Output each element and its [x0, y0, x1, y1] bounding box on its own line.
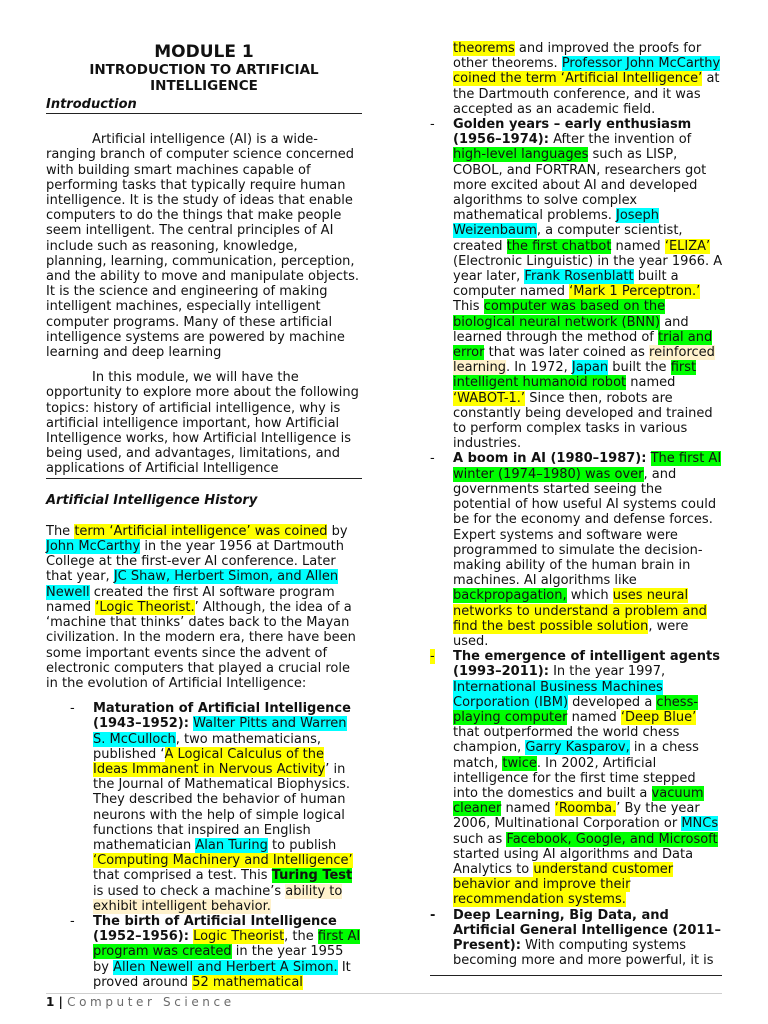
highlighted-text: ‘Deep Blue’: [620, 709, 697, 725]
highlighted-text: twice: [502, 755, 537, 771]
page-footer: [46, 995, 235, 1009]
highlighted-text: Turing Test: [271, 868, 353, 884]
highlighted-text: ‘Logic Theorist.: [95, 599, 195, 615]
highlighted-text: ability to exhibit intelligent behavior.: [93, 883, 343, 914]
text-run: in a chess match,: [453, 740, 699, 771]
bullet-dash: -: [70, 913, 75, 929]
highlighted-text: International Business Machines Corporation (IBM): [453, 679, 663, 710]
text-run: It proved around: [93, 959, 351, 990]
text-run: that outperformed the world chess champion,: [453, 725, 680, 756]
history-paragraph: [46, 524, 362, 691]
bullet-dash: -: [430, 649, 435, 665]
history-events-left: [46, 701, 362, 990]
text-run: in the year 1956 at Dartmouth College at the first-ever AI conference. Later that year,: [46, 539, 344, 585]
history-heading: Artificial Intelligence History: [46, 492, 258, 508]
bullet-dash: -: [70, 701, 75, 717]
highlighted-text: theorems: [453, 41, 515, 56]
text-run: that comprised a test. This: [93, 868, 272, 884]
highlighted-text: first intelligent humanoid robot: [453, 360, 697, 391]
highlighted-text: coined the term ‘Artificial Intelligence’: [453, 71, 703, 87]
text-run: Deep Learning, Big Data, and Artificial General Intelligence (2011–Present):: [453, 907, 721, 953]
history-event-item: [430, 451, 724, 649]
highlighted-text: JC Shaw, Herbert Simon, and Allen Newell: [46, 569, 339, 600]
text-run: Golden years – early enthusiasm (1956–1974):: [453, 117, 692, 148]
right-column: [430, 41, 724, 968]
intro-paragraph-1: Artificial intelligence (AI) is a wide-ranging branch of computer science concerned with building smart machines capable of performing tasks that typically require human intelligence. It is the study of ideas that enable computers to do the things that make people seem intelligent. The central principles of AI include such as reasoning, knowledge, planning, learning, communication, perception, and the ability to move and manipulate objects. It is the science and engineering of making intelligent machines, especially intelligent computer programs. Many of these artificial intelligence systems are powered by machine learning and deep learning: [46, 132, 359, 361]
text-run: Since then, robots are constantly being developed and trained to perform complex tasks in various industries.: [453, 390, 713, 452]
highlighted-text: backpropagation,: [453, 588, 567, 604]
highlighted-text: ‘Mark 1 Perceptron.’: [569, 284, 701, 300]
text-run: , a computer scientist, created: [453, 223, 683, 254]
text-run: The: [46, 523, 75, 539]
text-run: , two mathematicians, published ‘: [93, 731, 322, 762]
text-run: ’ in the Journal of Mathematical Biophysics. They described the behavior of human neurons with the help of simple logical functions that inspired an English mathematician: [93, 761, 351, 853]
bullet-dash: -: [430, 907, 436, 923]
text-run: , the: [284, 929, 318, 945]
continued-event-text: [430, 41, 724, 117]
footer-separator: |: [54, 995, 68, 1009]
text-run: that was later coined as: [484, 345, 650, 361]
column-end-rule: [430, 975, 722, 976]
text-run: at the Dartmouth conference, and it was accepted as an academic field.: [453, 71, 720, 117]
footer-label: Computer Science: [67, 995, 235, 1009]
intro-paragraph-2: In this module, we will have the opportunity to explore more about the following topics: history of artificial intelligence, why is artificial intelligence important, how Artificial Intelligence works, how Artificial Intelligence is being used, and advantages, limitations, and applications of Artificial Intelligence: [46, 370, 362, 478]
footer-divider: [46, 993, 722, 994]
text-run: After the invention of: [548, 132, 692, 148]
text-run: developed a: [568, 694, 657, 710]
text-run: such as: [453, 831, 507, 847]
highlighted-text: Walter Pitts and Warren S. McCulloch: [93, 716, 347, 747]
highlighted-text: chess-playing computer: [453, 694, 699, 725]
highlighted-text: Garry Kasparov,: [525, 740, 630, 756]
history-event-item: [46, 914, 362, 990]
text-run: started using AI algorithms and Data Analytics to: [453, 846, 694, 877]
highlighted-text: understand customer behavior and improve their recommendation systems.: [453, 861, 674, 908]
highlighted-text: ‘Roomba.: [554, 801, 617, 817]
text-run: With computing systems becoming more and more powerful, it is: [453, 937, 714, 969]
highlighted-text: the first chatbot: [506, 238, 612, 254]
text-run: built the: [608, 360, 671, 376]
highlighted-text: computer was based on the biological neural network (BNN): [453, 299, 666, 330]
bullet-dash: -: [430, 117, 435, 133]
highlighted-text: MNCs: [681, 816, 719, 832]
text-run: is used to check a machine’s: [93, 883, 286, 899]
introduction-heading: Introduction: [46, 97, 362, 114]
text-run: built a computer named: [453, 269, 679, 300]
highlighted-text: Professor John McCarthy: [561, 56, 721, 72]
page-number: 1: [46, 995, 55, 1009]
highlighted-text: John McCarthy: [46, 539, 141, 555]
text-run: . In 2002, Artificial intelligence for the first time stepped into the domestics and built a: [453, 755, 696, 801]
text-run: such as LISP, COBOL, and FORTRAN, researchers got more excited about AI and developed algorithms to solve complex mathematical problems.: [453, 147, 707, 224]
text-run: , were used.: [453, 618, 689, 649]
text-run: named: [501, 801, 555, 817]
text-run: In the year 1997,: [548, 664, 666, 680]
text-run: , and governments started seeing the potential of how useful AI systems could be for the economy and defense forces. Expert systems and software were programmed to simulate the decision-making ability of the human brain in machines. AI algorithms like: [453, 466, 717, 589]
highlighted-text: Logic Theorist: [193, 929, 285, 945]
text-run: named: [626, 375, 676, 391]
highlighted-text: Japan: [571, 360, 609, 376]
text-run: in the year 1955 by: [93, 944, 344, 975]
text-run: which: [566, 588, 613, 604]
highlighted-text: The first AI winter (1974–1980) was over: [453, 451, 722, 482]
text-run: [646, 451, 650, 466]
highlighted-text: first AI program was created: [93, 929, 361, 960]
highlighted-text: Frank Rosenblatt: [524, 269, 634, 285]
text-run: and learned through the method of: [453, 314, 689, 345]
text-run: ’ Although, the idea of a ‘machine that thinks’ dates back to the Mayan civilization. In the modern era, there have been some important events since the advent of electronic computers that played a crucial role in the evolution of Artificial Intelligence:: [46, 599, 356, 691]
highlighted-text: ‘WABOT-1.’: [453, 390, 526, 406]
module-subtitle: INTRODUCTION TO ARTIFICIAL INTELLIGENCE: [89, 62, 319, 94]
highlighted-text: Facebook, Google, and Microsoft: [506, 831, 718, 847]
text-run: named: [611, 238, 665, 254]
highlighted-text: ‘ELIZA’: [664, 238, 711, 254]
text-run: This: [453, 299, 484, 315]
left-column: [46, 0, 362, 990]
history-event-item: [430, 649, 724, 907]
text-run: ’ By the year 2006, Multinational Corporation or: [453, 801, 700, 832]
history-event-item: [430, 117, 724, 451]
highlighted-text: term ‘Artificial intelligence’ was coined: [74, 523, 328, 539]
text-run: The emergence of intelligent agents (1993–2011):: [453, 649, 720, 680]
highlighted-text: high-level languages: [453, 147, 589, 163]
module-title: MODULE 1: [154, 42, 254, 62]
highlighted-text: Allen Newell and Herbert A Simon.: [113, 959, 338, 975]
text-run: Maturation of Artificial Intelligence (1943–1952):: [93, 701, 351, 732]
highlighted-text: A Logical Calculus of the Ideas Immanent in Nervous Activity: [93, 746, 326, 777]
text-run: and improved the proofs for other theorems.: [453, 41, 702, 72]
text-run: named: [567, 709, 621, 725]
bullet-dash: -: [430, 451, 435, 467]
highlighted-text: Alan Turing: [195, 837, 268, 853]
text-run: by: [327, 523, 348, 539]
history-event-item: [46, 701, 362, 914]
text-run: A boom in AI (1980–1987):: [453, 451, 647, 467]
text-run: created the first AI software program named: [46, 584, 335, 615]
highlighted-text: vacuum cleaner: [453, 785, 704, 817]
highlighted-text: 52 mathematical: [192, 974, 303, 990]
history-events-right: [430, 117, 724, 968]
text-run: The birth of Artificial Intelligence (1952–1956):: [93, 913, 337, 945]
text-run: to publish: [267, 837, 337, 853]
highlighted-text: uses neural networks to understand a problem and find the best possible solution: [453, 588, 707, 634]
text-run: . In 1972,: [506, 360, 572, 376]
highlighted-text: reinforced learning: [453, 345, 715, 376]
highlighted-text: trial and error: [453, 329, 713, 361]
highlighted-text: ‘Computing Machinery and Intelligence’: [93, 853, 353, 869]
highlighted-text: Joseph Weizenbaum: [453, 208, 660, 239]
history-event-item: [430, 908, 724, 969]
text-run: (Electronic Linguistic) in the year 1966. A year later,: [453, 253, 723, 285]
